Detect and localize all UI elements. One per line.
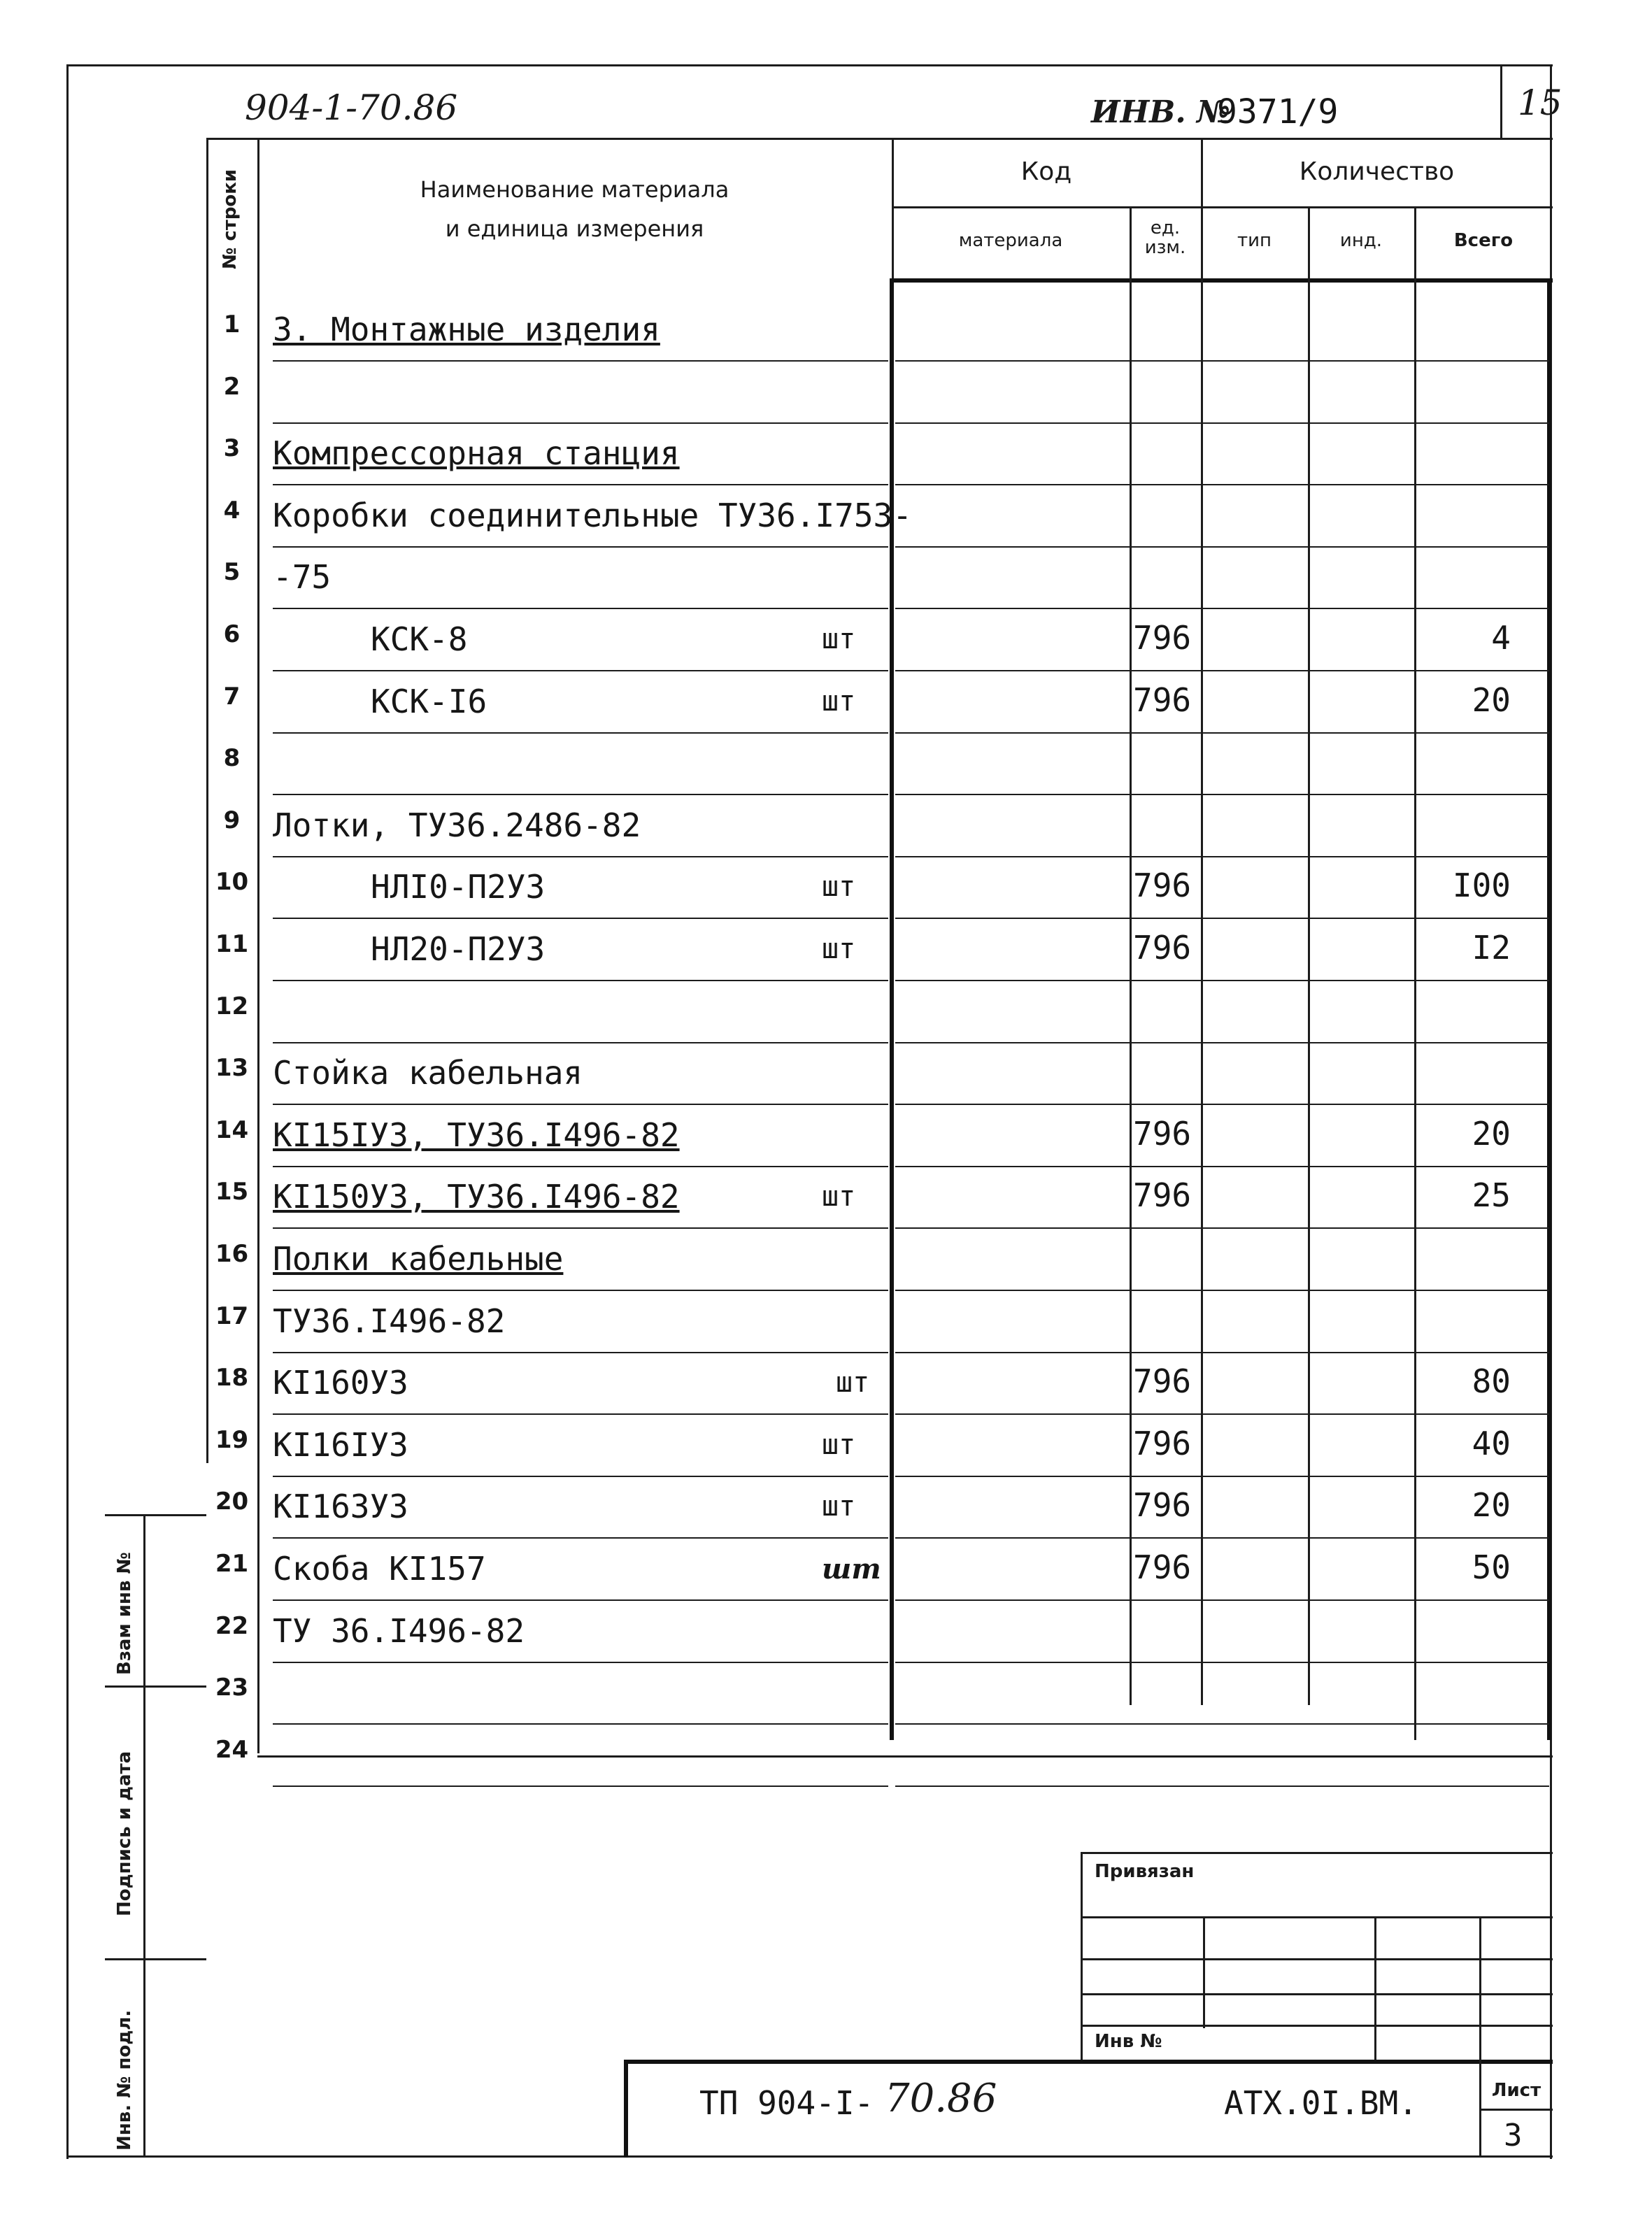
row-name: Скоба КI157 bbox=[273, 1550, 486, 1588]
table-row bbox=[206, 1169, 1553, 1232]
row-number: 2 bbox=[223, 373, 241, 401]
row-name: КI16IУ3 bbox=[273, 1426, 408, 1464]
row-rule-right bbox=[895, 360, 1549, 362]
row-rule-right bbox=[895, 980, 1549, 981]
row-rule-right bbox=[895, 546, 1549, 548]
row-unit: шт bbox=[822, 1490, 856, 1523]
row-unit-code: 796 bbox=[1133, 1362, 1192, 1400]
row-unit-code: 796 bbox=[1133, 1425, 1192, 1462]
row-number: 16 bbox=[215, 1240, 249, 1268]
row-rule bbox=[273, 1599, 888, 1601]
row-rule bbox=[273, 1352, 888, 1353]
table-row bbox=[206, 550, 1553, 612]
page-number: 15 bbox=[1518, 83, 1562, 123]
row-rule bbox=[273, 1042, 888, 1043]
vzam-inv-label: Взам инв № bbox=[114, 1552, 135, 1675]
row-unit-code: 796 bbox=[1133, 1548, 1192, 1586]
table-row bbox=[206, 1232, 1553, 1294]
row-rule-right bbox=[895, 1227, 1549, 1229]
row-unit: шт bbox=[836, 1367, 870, 1399]
row-rule-right bbox=[895, 1599, 1549, 1601]
row-rule bbox=[273, 1476, 888, 1477]
row-rule bbox=[273, 1227, 888, 1229]
project-code: 904-1-70.86 bbox=[245, 87, 458, 128]
header-bottom-thick bbox=[892, 278, 1553, 283]
frame-top bbox=[66, 64, 1553, 66]
row-name: КСК-I6 bbox=[371, 683, 487, 720]
row-name: НЛ20-П2У3 bbox=[371, 930, 546, 968]
row-name: КI15IУ3, ТУ36.I496-82 bbox=[273, 1116, 680, 1154]
privyazan-rule-3 bbox=[1081, 1993, 1553, 1995]
row-rule-right bbox=[895, 856, 1549, 857]
code-unit-header-2: изм. bbox=[1144, 237, 1186, 258]
row-rule-right bbox=[895, 670, 1549, 671]
row-name: КI160У3 bbox=[273, 1364, 408, 1402]
doc-prefix: ТП 904-I- bbox=[699, 2084, 874, 2122]
inv-label: ИНВ. № bbox=[1091, 94, 1230, 130]
row-unit: шт bbox=[822, 623, 856, 655]
row-unit: шт bbox=[822, 871, 856, 903]
table-row bbox=[206, 1479, 1553, 1541]
row-number: 11 bbox=[215, 930, 249, 958]
row-total: 80 bbox=[1472, 1362, 1511, 1400]
code-subheader-rule bbox=[892, 206, 1553, 208]
frame-bottom bbox=[66, 2155, 1553, 2158]
header-bottom-rule bbox=[206, 138, 1553, 140]
table-row bbox=[206, 364, 1553, 427]
frame-left bbox=[66, 64, 69, 2159]
privyazan-inv-label: Инв № bbox=[1095, 2031, 1162, 2052]
row-rule-right bbox=[895, 1104, 1549, 1105]
qty-total-header: Всего bbox=[1453, 230, 1514, 251]
table-row bbox=[206, 1727, 1553, 1790]
sheet-label: Лист bbox=[1491, 2080, 1541, 2101]
table-row bbox=[206, 1541, 1553, 1604]
row-rule bbox=[273, 918, 888, 919]
row-number: 17 bbox=[215, 1302, 249, 1330]
privyazan-left bbox=[1081, 1852, 1083, 2062]
row-rule-right bbox=[895, 1352, 1549, 1353]
title-block-left bbox=[624, 2060, 628, 2158]
row-number: 18 bbox=[215, 1364, 249, 1392]
row-number: 1 bbox=[223, 311, 241, 338]
row-rule-right bbox=[895, 1662, 1549, 1663]
row-rule bbox=[273, 732, 888, 734]
row-total: 20 bbox=[1472, 1115, 1511, 1153]
row-rule bbox=[273, 1166, 888, 1167]
table-row bbox=[206, 736, 1553, 798]
qty-ind-header: инд. bbox=[1339, 230, 1383, 251]
row-unit: шт bbox=[822, 1429, 856, 1461]
row-rule-right bbox=[895, 1290, 1549, 1291]
row-name: КI150У3, ТУ36.I496-82 bbox=[273, 1178, 680, 1216]
row-rule bbox=[273, 1413, 888, 1415]
row-total: 4 bbox=[1491, 619, 1511, 657]
row-name: Стойка кабельная bbox=[273, 1054, 583, 1092]
row-name: Полки кабельные bbox=[273, 1240, 564, 1278]
side-stamp-divider bbox=[143, 1514, 145, 2155]
row-name: -75 bbox=[273, 558, 332, 596]
row-name: ТУ36.I496-82 bbox=[273, 1302, 506, 1340]
row-unit-code: 796 bbox=[1133, 619, 1192, 657]
row-total: 20 bbox=[1472, 681, 1511, 719]
row-unit: шт bbox=[822, 1181, 856, 1213]
row-rule bbox=[273, 856, 888, 857]
row-name: КI163У3 bbox=[273, 1488, 408, 1525]
row-name: Лотки, ТУ36.2486-82 bbox=[273, 806, 641, 844]
row-rule-right bbox=[895, 484, 1549, 485]
row-rule bbox=[273, 1662, 888, 1663]
privyazan-title: Привязан bbox=[1095, 1861, 1195, 1882]
table-row bbox=[206, 612, 1553, 674]
table-row bbox=[206, 426, 1553, 488]
row-rule-right bbox=[895, 794, 1549, 795]
table-row bbox=[206, 860, 1553, 922]
table-row bbox=[206, 1665, 1553, 1727]
doc-hand-number: 70.86 bbox=[885, 2076, 997, 2121]
row-rule-right bbox=[895, 918, 1549, 919]
row-total: I00 bbox=[1452, 867, 1511, 904]
row-unit-code: 796 bbox=[1133, 867, 1192, 904]
row-total: 40 bbox=[1472, 1425, 1511, 1462]
row-number-header: № строки bbox=[220, 169, 241, 269]
row-name: ТУ 36.I496-82 bbox=[273, 1612, 525, 1650]
table-row bbox=[206, 488, 1553, 550]
privyazan-col-1 bbox=[1203, 1916, 1205, 2028]
row-rule-right bbox=[895, 422, 1549, 424]
table-row bbox=[206, 302, 1553, 364]
row-rule bbox=[273, 980, 888, 981]
row-number: 9 bbox=[223, 806, 241, 834]
row-number: 8 bbox=[223, 744, 241, 772]
row-number: 6 bbox=[223, 620, 241, 648]
row-unit-code: 796 bbox=[1133, 1486, 1192, 1524]
sheet-number: 3 bbox=[1504, 2118, 1523, 2153]
row-rule-right bbox=[895, 608, 1549, 609]
row-rule bbox=[273, 1723, 888, 1725]
table-row bbox=[206, 798, 1553, 860]
row-rule-right bbox=[895, 1413, 1549, 1415]
table-row bbox=[206, 1355, 1553, 1418]
name-header-line1: Наименование материала bbox=[420, 176, 729, 203]
row-rule-right bbox=[895, 1166, 1549, 1167]
row-number: 22 bbox=[215, 1612, 249, 1640]
row-number: 21 bbox=[215, 1550, 249, 1578]
row-rule bbox=[273, 794, 888, 795]
row-rule bbox=[273, 546, 888, 548]
code-group-header: Код bbox=[1020, 157, 1072, 186]
row-rule bbox=[273, 360, 888, 362]
table-row bbox=[206, 1108, 1553, 1170]
row-unit: шт bbox=[822, 685, 856, 718]
row-number: 3 bbox=[223, 434, 241, 462]
row-name: Компрессорная станция bbox=[273, 434, 680, 472]
table-row bbox=[206, 1604, 1553, 1666]
row-number: 20 bbox=[215, 1488, 249, 1516]
qty-type-header: тип bbox=[1237, 230, 1272, 251]
row-unit: шт bbox=[822, 1553, 881, 1585]
row-rule bbox=[273, 1537, 888, 1539]
row-number: 14 bbox=[215, 1116, 249, 1144]
table-row bbox=[206, 1294, 1553, 1356]
privyazan-rule-1 bbox=[1081, 1916, 1553, 1918]
row-number: 13 bbox=[215, 1054, 249, 1082]
row-name: Коробки соединительные ТУ36.I753- bbox=[273, 497, 912, 534]
title-block-top bbox=[626, 2060, 1553, 2064]
privyazan-rule-2 bbox=[1081, 1958, 1553, 1960]
row-number: 24 bbox=[215, 1736, 249, 1764]
page-number-divider bbox=[1500, 64, 1502, 138]
row-total: I2 bbox=[1472, 929, 1511, 967]
row-number: 7 bbox=[223, 683, 241, 711]
row-rule-right bbox=[895, 1785, 1549, 1787]
doc-code: АТХ.0I.ВМ. bbox=[1224, 2084, 1418, 2122]
row-number: 12 bbox=[215, 992, 249, 1020]
privyazan-top bbox=[1081, 1852, 1553, 1854]
row-number: 10 bbox=[215, 868, 249, 896]
row-number: 5 bbox=[223, 558, 241, 586]
code-unit-header-1: ед. bbox=[1150, 218, 1181, 238]
row-rule bbox=[273, 1785, 888, 1787]
side-stamp-sep1 bbox=[105, 1685, 206, 1688]
row-unit: шт bbox=[822, 933, 856, 965]
row-number: 15 bbox=[215, 1178, 249, 1206]
row-rule bbox=[273, 608, 888, 609]
row-total: 20 bbox=[1472, 1486, 1511, 1524]
podpis-data-label: Подпись и дата bbox=[114, 1751, 135, 1916]
qty-group-header: Количество bbox=[1299, 157, 1455, 186]
row-rule-right bbox=[895, 1723, 1549, 1725]
row-unit-code: 796 bbox=[1133, 1115, 1192, 1153]
side-stamp-top bbox=[105, 1514, 206, 1516]
table-row bbox=[206, 922, 1553, 984]
row-rule bbox=[273, 484, 888, 485]
table-row bbox=[206, 984, 1553, 1046]
row-total: 25 bbox=[1472, 1176, 1511, 1214]
row-rule-right bbox=[895, 1042, 1549, 1043]
row-rule-right bbox=[895, 1476, 1549, 1477]
row-rule bbox=[273, 670, 888, 671]
inv-podl-label: Инв. № подл. bbox=[114, 2009, 135, 2151]
row-number: 4 bbox=[223, 497, 241, 525]
row-rule bbox=[273, 422, 888, 424]
row-number: 23 bbox=[215, 1674, 249, 1702]
row-rule-right bbox=[895, 1537, 1549, 1539]
row-unit-code: 796 bbox=[1133, 929, 1192, 967]
row-name: КСК-8 bbox=[371, 620, 468, 658]
row-rule bbox=[273, 1290, 888, 1291]
table-row bbox=[206, 1418, 1553, 1480]
side-stamp-sep2 bbox=[105, 1958, 206, 1960]
row-unit-code: 796 bbox=[1133, 1176, 1192, 1214]
privyazan-col-2 bbox=[1374, 1916, 1376, 2060]
inv-number: 9371/9 bbox=[1217, 92, 1339, 131]
row-total: 50 bbox=[1472, 1548, 1511, 1586]
row-rule-right bbox=[895, 732, 1549, 734]
row-name: 3. Монтажные изделия bbox=[273, 311, 660, 348]
row-unit-code: 796 bbox=[1133, 681, 1192, 719]
privyazan-rule-4 bbox=[1081, 2025, 1553, 2027]
row-rule bbox=[273, 1104, 888, 1105]
row-name: НЛI0-П2У3 bbox=[371, 868, 546, 906]
title-block-sheet-rule bbox=[1479, 2109, 1553, 2111]
table-row bbox=[206, 1046, 1553, 1108]
row-number: 19 bbox=[215, 1426, 249, 1454]
name-header-line2: и единица измерения bbox=[445, 215, 704, 242]
privyazan-col-3 bbox=[1479, 1916, 1481, 2060]
code-material-header: материала bbox=[958, 230, 1063, 251]
table-row bbox=[206, 674, 1553, 736]
